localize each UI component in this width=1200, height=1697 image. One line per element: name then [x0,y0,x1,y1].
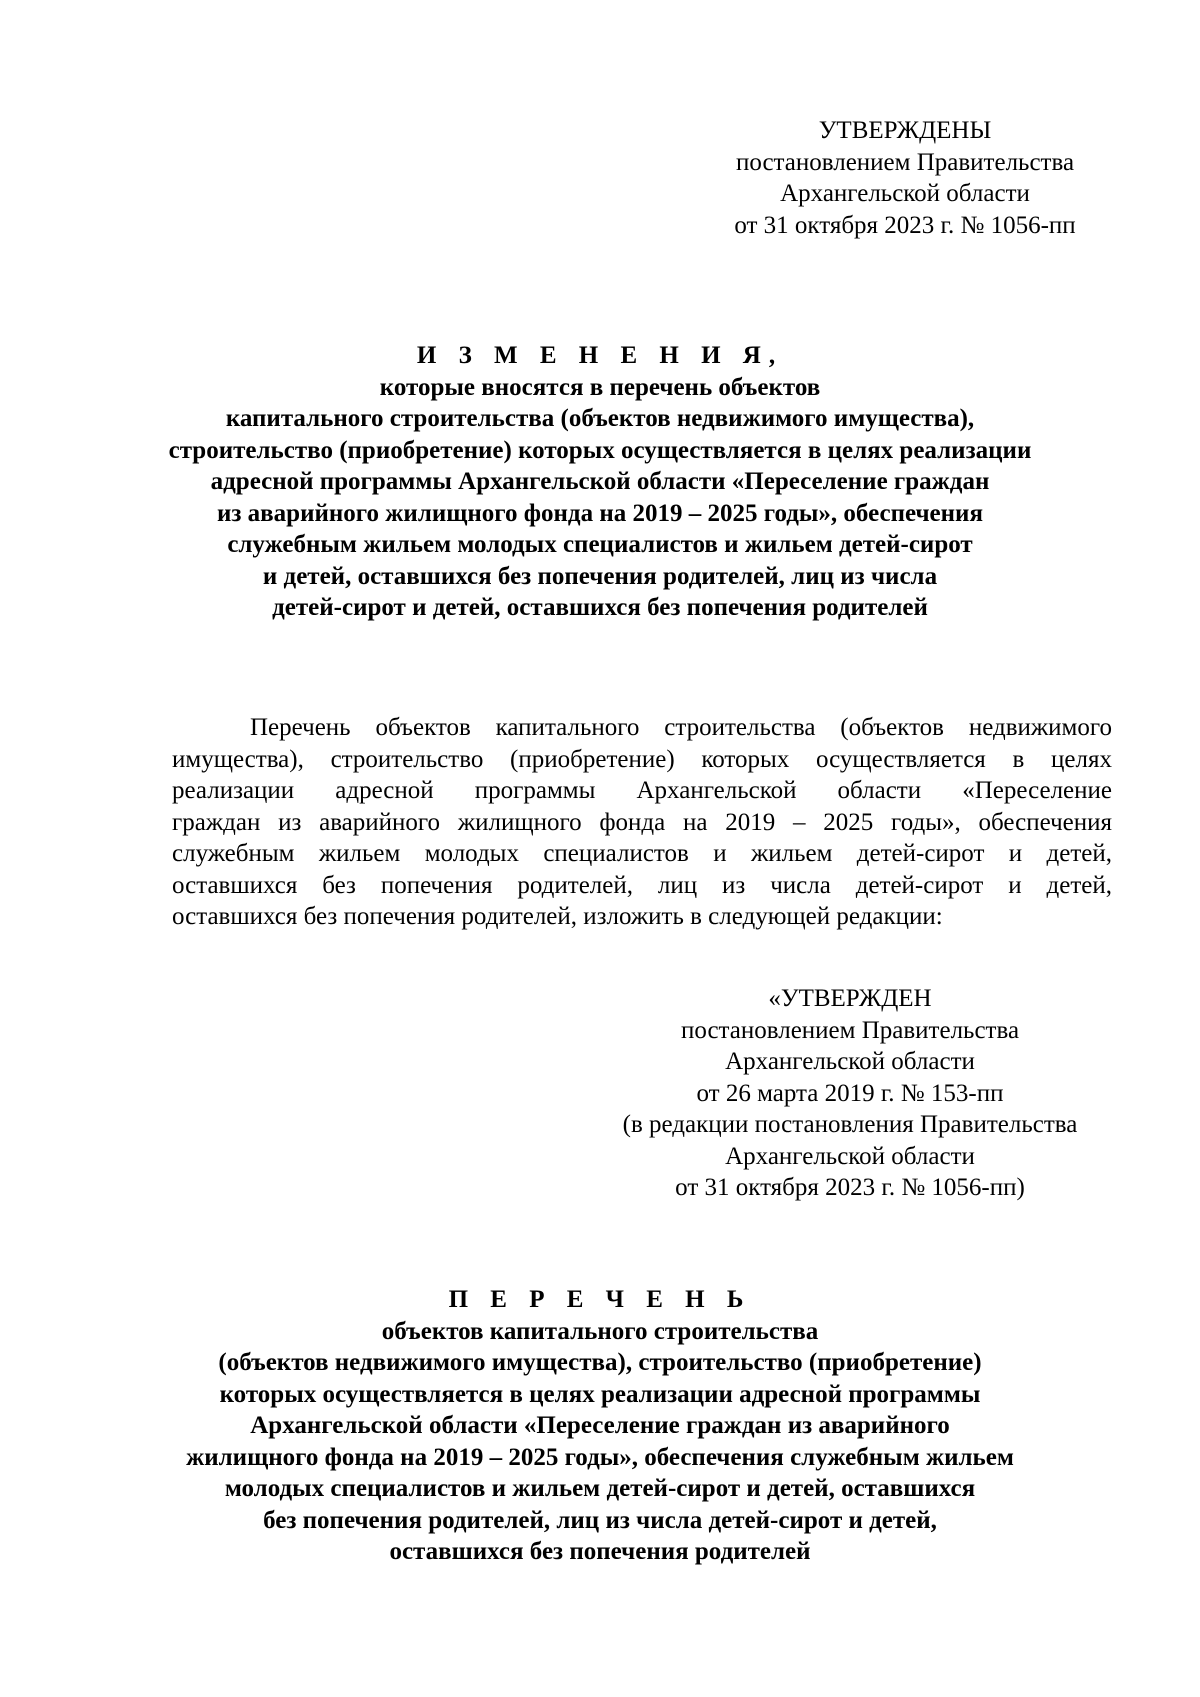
changes-heading-title: И З М Е Н Е Н И Я, [416,342,784,369]
changes-heading-line: которые вносятся в перечень объектов [379,373,821,401]
approval-second-line: от 26 марта 2019 г. № 153-пп [696,1079,1004,1107]
body-paragraph-line: Перечень объектов капитального строительства (объектов недвижимого [250,714,1112,741]
changes-heading-line: строительство (приобретение) которых осуществляется в целях реализации [168,436,1032,464]
list-heading-line: жилищного фонда на 2019 – 2025 годы», обеспечения служебным жильем [186,1443,1014,1471]
approval-stamp-top [700,115,1110,241]
list-heading-line: объектов капитального строительства [381,1317,819,1345]
approval-second-line: от 31 октября 2023 г. № 1056-пп) [675,1174,1025,1201]
list-heading-title: П Е Р Е Ч Е Н Ь [448,1286,752,1313]
list-heading [90,1284,1110,1568]
approval-top-line: УТВЕРЖДЕНЫ [818,117,992,144]
approval-top-line: Архангельской области [780,180,1030,207]
list-heading-line: молодых специалистов и жильем детей-сирот и детей, оставшихся [224,1475,976,1502]
body-paragraph [172,712,1112,933]
body-paragraph-line: оставшихся без попечения родителей, лиц из числа детей-сирот и детей, [172,871,1112,899]
changes-heading-line: адресной программы Архангельской области «Переселение граждан [210,468,990,495]
body-paragraph-line: граждан из аварийного жилищного фонда на 2019 – 2025 годы», обеспечения [172,808,1112,836]
body-paragraph-line: оставшихся без попечения родителей, изложить в следующей редакции: [172,903,943,930]
changes-heading-line: детей-сирот и детей, оставшихся без попечения родителей [272,594,928,621]
changes-heading-line: из аварийного жилищного фонда на 2019 – 2025 годы», обеспечения [216,499,983,527]
changes-heading [90,340,1110,624]
body-paragraph-line: реализации адресной программы Архангельской области «Переселение [172,777,1112,804]
list-heading-line: (объектов недвижимого имущества), строительство (приобретение) [218,1349,982,1376]
list-heading-line: без попечения родителей, лиц из числа детей-сирот и детей, [263,1506,937,1534]
approval-top-line: постановлением Правительства [735,148,1075,176]
changes-heading-line: служебным жильем молодых специалистов и жильем детей-сирот [227,531,973,558]
approval-second-line: (в редакции постановления Правительства [622,1111,1078,1138]
changes-heading-line: и детей, оставшихся без попечения родителей, лиц из числа [262,562,938,590]
approval-second-line: постановлением Правительства [680,1016,1020,1044]
changes-heading-line: капитального строительства (объектов недвижимого имущества), [225,405,975,432]
list-heading-line: оставшихся без попечения родителей [389,1538,811,1565]
approval-second-line: «УТВЕРЖДЕН [768,985,932,1012]
body-paragraph-line: имущества), строительство (приобретение) которых осуществляется в целях [172,745,1112,773]
approval-top-line: от 31 октября 2023 г. № 1056-пп [734,211,1076,239]
body-paragraph-line: служебным жильем молодых специалистов и жильем детей-сирот и детей, [172,840,1112,867]
approval-second-line: Архангельской области [725,1048,975,1075]
approval-stamp-second [580,983,1120,1204]
approval-second-line: Архангельской области [725,1142,975,1170]
list-heading-line: которых осуществляется в целях реализации адресной программы [219,1380,981,1408]
list-heading-line: Архангельской области «Переселение граждан из аварийного [250,1412,950,1439]
